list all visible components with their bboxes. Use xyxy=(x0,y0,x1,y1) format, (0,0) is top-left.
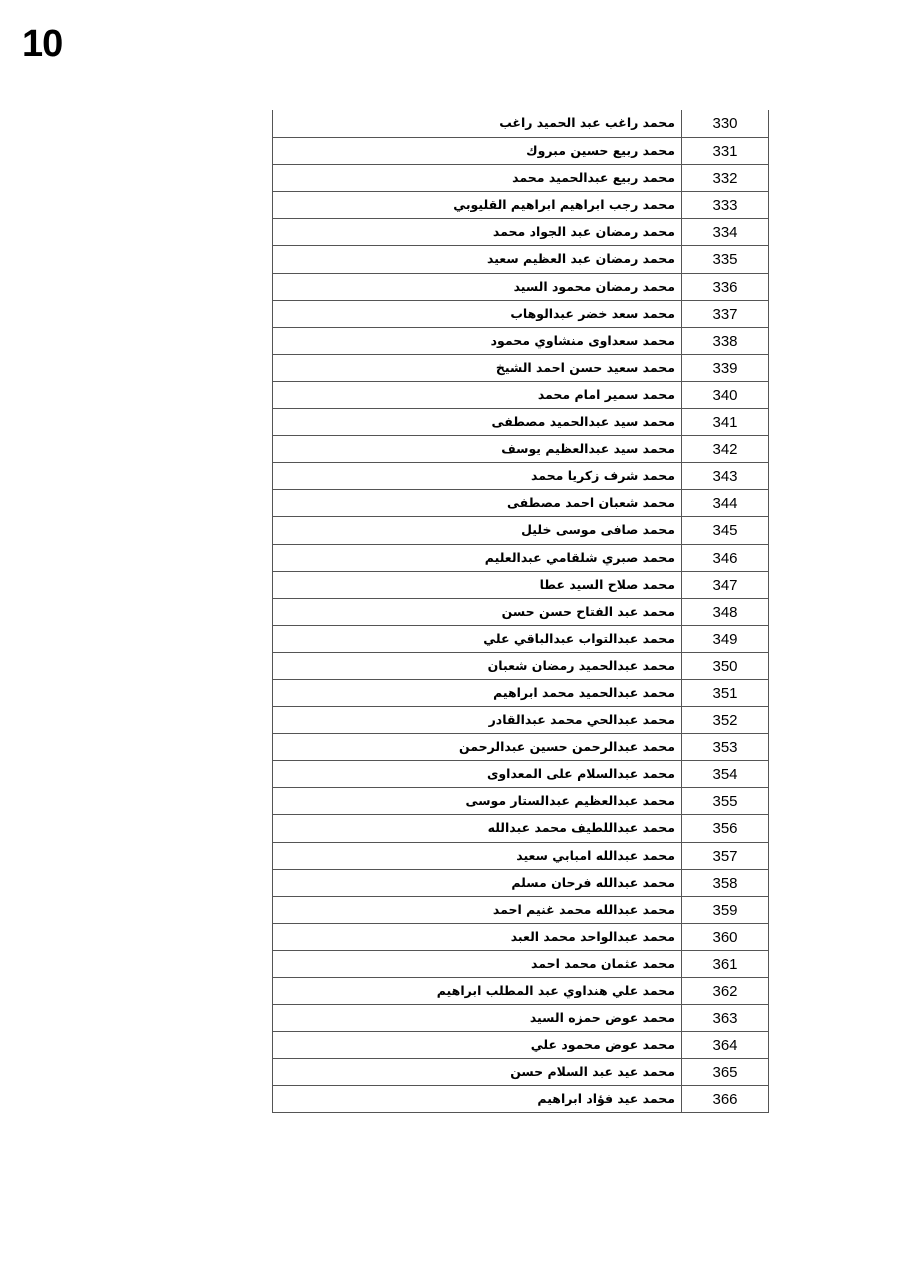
number-cell: 340 xyxy=(682,382,769,408)
number-cell: 363 xyxy=(682,1005,769,1031)
name-cell: محمد سمير امام محمد xyxy=(272,382,682,408)
name-cell: محمد عوض حمزه السيد xyxy=(272,1005,682,1031)
name-cell: محمد عيد فؤاد ابراهيم xyxy=(272,1086,682,1112)
number-cell: 330 xyxy=(682,110,769,137)
table-row xyxy=(272,110,769,137)
number-cell: 334 xyxy=(682,219,769,245)
table-row xyxy=(272,381,769,408)
table-row xyxy=(272,462,769,489)
name-cell: محمد صلاح السيد عطا xyxy=(272,572,682,598)
number-cell: 359 xyxy=(682,897,769,923)
table-row xyxy=(272,625,769,652)
table-row xyxy=(272,760,769,787)
number-cell: 366 xyxy=(682,1086,769,1112)
name-cell: محمد عبد الفتاح حسن حسن xyxy=(272,599,682,625)
name-cell: محمد رمضان عبد العظيم سعيد xyxy=(272,246,682,272)
table-row xyxy=(272,706,769,733)
number-cell: 347 xyxy=(682,572,769,598)
name-cell: محمد رجب ابراهيم ابراهيم القليوبي xyxy=(272,192,682,218)
name-cell: محمد عبدالحي محمد عبدالقادر xyxy=(272,707,682,733)
name-cell: محمد شعبان احمد مصطفى xyxy=(272,490,682,516)
number-cell: 344 xyxy=(682,490,769,516)
name-cell: محمد صبري شلقامي عبدالعليم xyxy=(272,545,682,571)
number-cell: 362 xyxy=(682,978,769,1004)
page-number: 10 xyxy=(22,23,63,65)
number-cell: 332 xyxy=(682,165,769,191)
table-row xyxy=(272,950,769,977)
name-cell: محمد عبدالرحمن حسين عبدالرحمن xyxy=(272,734,682,760)
name-cell: محمد رمضان عبد الجواد محمد xyxy=(272,219,682,245)
name-cell: محمد عبدالحميد محمد ابراهيم xyxy=(272,680,682,706)
table-row xyxy=(272,787,769,814)
names-table xyxy=(272,110,769,1113)
name-cell: محمد سيد عبدالعظيم يوسف xyxy=(272,436,682,462)
number-cell: 348 xyxy=(682,599,769,625)
name-cell: محمد ربيع عبدالحميد محمد xyxy=(272,165,682,191)
name-cell: محمد شرف زكريا محمد xyxy=(272,463,682,489)
name-cell: محمد صافى موسى خليل xyxy=(272,517,682,543)
number-cell: 351 xyxy=(682,680,769,706)
name-cell: محمد علي هنداوي عبد المطلب ابراهيم xyxy=(272,978,682,1004)
number-cell: 342 xyxy=(682,436,769,462)
number-cell: 338 xyxy=(682,328,769,354)
name-cell: محمد سعداوى منشاوي محمود xyxy=(272,328,682,354)
name-cell: محمد عيد عبد السلام حسن xyxy=(272,1059,682,1085)
name-cell: محمد عبدالواحد محمد العبد xyxy=(272,924,682,950)
number-cell: 343 xyxy=(682,463,769,489)
table-row xyxy=(272,137,769,164)
table-row xyxy=(272,435,769,462)
name-cell: محمد سيد عبدالحميد مصطفى xyxy=(272,409,682,435)
table-row xyxy=(272,408,769,435)
number-cell: 333 xyxy=(682,192,769,218)
table-row xyxy=(272,896,769,923)
name-cell: محمد عبدالله امبابي سعيد xyxy=(272,843,682,869)
number-cell: 365 xyxy=(682,1059,769,1085)
number-cell: 353 xyxy=(682,734,769,760)
name-cell: محمد عبدالله محمد غنيم احمد xyxy=(272,897,682,923)
name-cell: محمد ربيع حسين مبروك xyxy=(272,138,682,164)
table-row xyxy=(272,164,769,191)
number-cell: 361 xyxy=(682,951,769,977)
table-row xyxy=(272,733,769,760)
table-row xyxy=(272,679,769,706)
number-cell: 360 xyxy=(682,924,769,950)
number-cell: 349 xyxy=(682,626,769,652)
name-cell: محمد سعيد حسن احمد الشيخ xyxy=(272,355,682,381)
number-cell: 331 xyxy=(682,138,769,164)
name-cell: محمد سعد خضر عبدالوهاب xyxy=(272,301,682,327)
table-row xyxy=(272,218,769,245)
number-cell: 364 xyxy=(682,1032,769,1058)
number-cell: 341 xyxy=(682,409,769,435)
name-cell: محمد عبدالعظيم عبدالستار موسى xyxy=(272,788,682,814)
name-cell: محمد عبدالحميد رمضان شعبان xyxy=(272,653,682,679)
number-cell: 354 xyxy=(682,761,769,787)
number-cell: 336 xyxy=(682,274,769,300)
number-cell: 335 xyxy=(682,246,769,272)
name-cell: محمد عوض محمود علي xyxy=(272,1032,682,1058)
table-row xyxy=(272,869,769,896)
table-row xyxy=(272,842,769,869)
table-row xyxy=(272,516,769,543)
table-row xyxy=(272,354,769,381)
table-row xyxy=(272,598,769,625)
number-cell: 358 xyxy=(682,870,769,896)
number-cell: 357 xyxy=(682,843,769,869)
table-row xyxy=(272,652,769,679)
table-row xyxy=(272,327,769,354)
number-cell: 355 xyxy=(682,788,769,814)
table-row xyxy=(272,571,769,598)
table-row xyxy=(272,245,769,272)
name-cell: محمد راغب عبد الحميد راغب xyxy=(272,110,682,137)
table-row xyxy=(272,1004,769,1031)
table-row xyxy=(272,977,769,1004)
number-cell: 346 xyxy=(682,545,769,571)
table-row xyxy=(272,489,769,516)
table-row xyxy=(272,814,769,841)
number-cell: 337 xyxy=(682,301,769,327)
table-row xyxy=(272,273,769,300)
table-row xyxy=(272,1085,769,1112)
name-cell: محمد عبداللطيف محمد عبدالله xyxy=(272,815,682,841)
name-cell: محمد عبدالله فرحان مسلم xyxy=(272,870,682,896)
table-row xyxy=(272,923,769,950)
number-cell: 352 xyxy=(682,707,769,733)
table-row xyxy=(272,300,769,327)
name-cell: محمد رمضان محمود السيد xyxy=(272,274,682,300)
table-row xyxy=(272,1058,769,1085)
number-cell: 350 xyxy=(682,653,769,679)
table-row xyxy=(272,191,769,218)
number-cell: 339 xyxy=(682,355,769,381)
table-row xyxy=(272,544,769,571)
name-cell: محمد عبدالتواب عبدالباقي علي xyxy=(272,626,682,652)
name-cell: محمد عبدالسلام على المعداوى xyxy=(272,761,682,787)
name-cell: محمد عثمان محمد احمد xyxy=(272,951,682,977)
number-cell: 356 xyxy=(682,815,769,841)
table-row xyxy=(272,1031,769,1058)
number-cell: 345 xyxy=(682,517,769,543)
